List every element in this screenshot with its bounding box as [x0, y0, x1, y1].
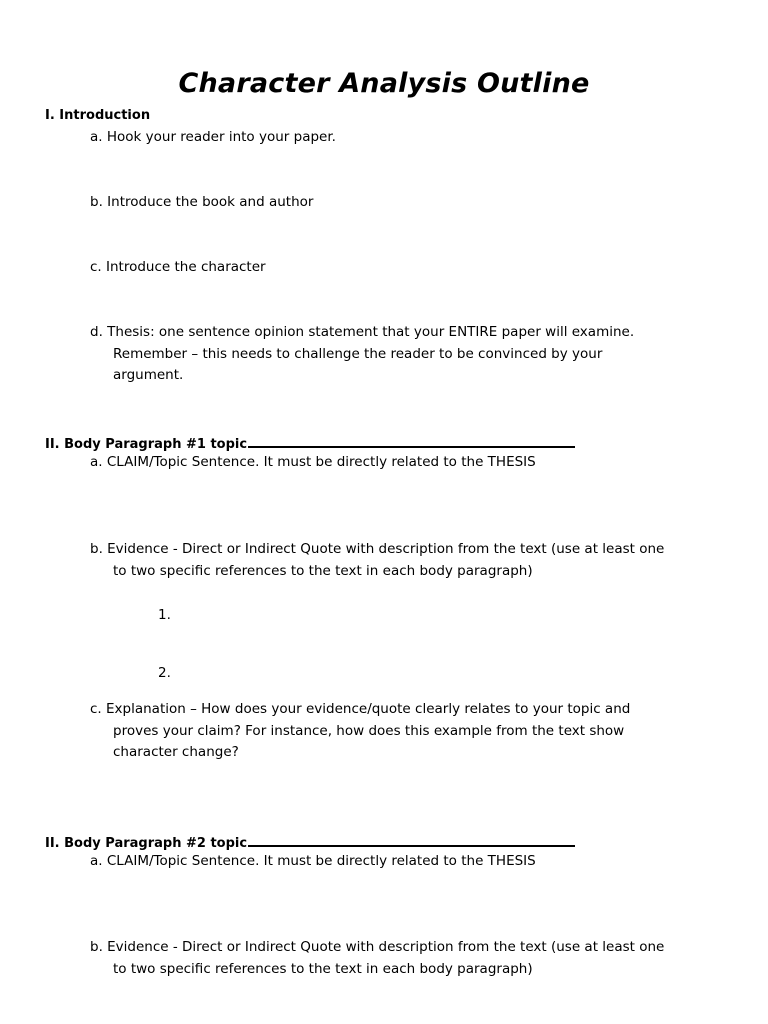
- evidence-number-1: 1.: [158, 607, 171, 623]
- body-2-claim: a. CLAIM/Topic Sentence. It must be directly related to the THESIS: [90, 853, 536, 869]
- section-heading-body-2: [45, 831, 575, 853]
- body-2-evidence: [90, 937, 730, 980]
- outline-item-character: c. Introduce the character: [90, 259, 266, 275]
- body-2-evidence-line-2: to two specific references to the text in each body paragraph): [113, 960, 533, 977]
- section-heading-body-1: [45, 432, 575, 454]
- body-1-evidence: [90, 539, 730, 582]
- body-1-topic-blank[interactable]: [248, 432, 575, 448]
- body-2-evidence-line-1: b. Evidence - Direct or Indirect Quote with description from the text (use at least one: [90, 939, 665, 955]
- body-1-evidence-line-2: to two specific references to the text in each body paragraph): [113, 562, 533, 579]
- body-1-explanation-line-1: c. Explanation – How does your evidence/quote clearly relates to your topic and: [90, 701, 631, 717]
- body-1-heading-label: II. Body Paragraph #1 topic: [45, 437, 248, 452]
- body-1-explanation-line-2: proves your claim? For instance, how does this example from the text show: [113, 722, 625, 739]
- thesis-line-2: Remember – this needs to challenge the reader to be convinced by your: [113, 345, 603, 362]
- thesis-line-1: d. Thesis: one sentence opinion statement that your ENTIRE paper will examine.: [90, 324, 635, 340]
- body-1-explanation-line-3: character change?: [113, 744, 239, 760]
- outline-item-thesis: [90, 322, 730, 387]
- evidence-number-2: 2.: [158, 665, 171, 681]
- body-1-explanation: [90, 699, 730, 764]
- thesis-line-3: argument.: [113, 367, 184, 383]
- outline-item-hook: a. Hook your reader into your paper.: [90, 129, 336, 145]
- body-1-claim: a. CLAIM/Topic Sentence. It must be directly related to the THESIS: [90, 454, 536, 470]
- body-2-topic-blank[interactable]: [248, 831, 575, 847]
- section-heading-introduction: I. Introduction: [45, 108, 151, 123]
- page-title: Character Analysis Outline: [178, 68, 590, 99]
- body-2-heading-label: II. Body Paragraph #2 topic: [45, 836, 248, 851]
- body-1-evidence-line-1: b. Evidence - Direct or Indirect Quote with description from the text (use at least one: [90, 541, 665, 557]
- outline-item-book-author: b. Introduce the book and author: [90, 194, 314, 210]
